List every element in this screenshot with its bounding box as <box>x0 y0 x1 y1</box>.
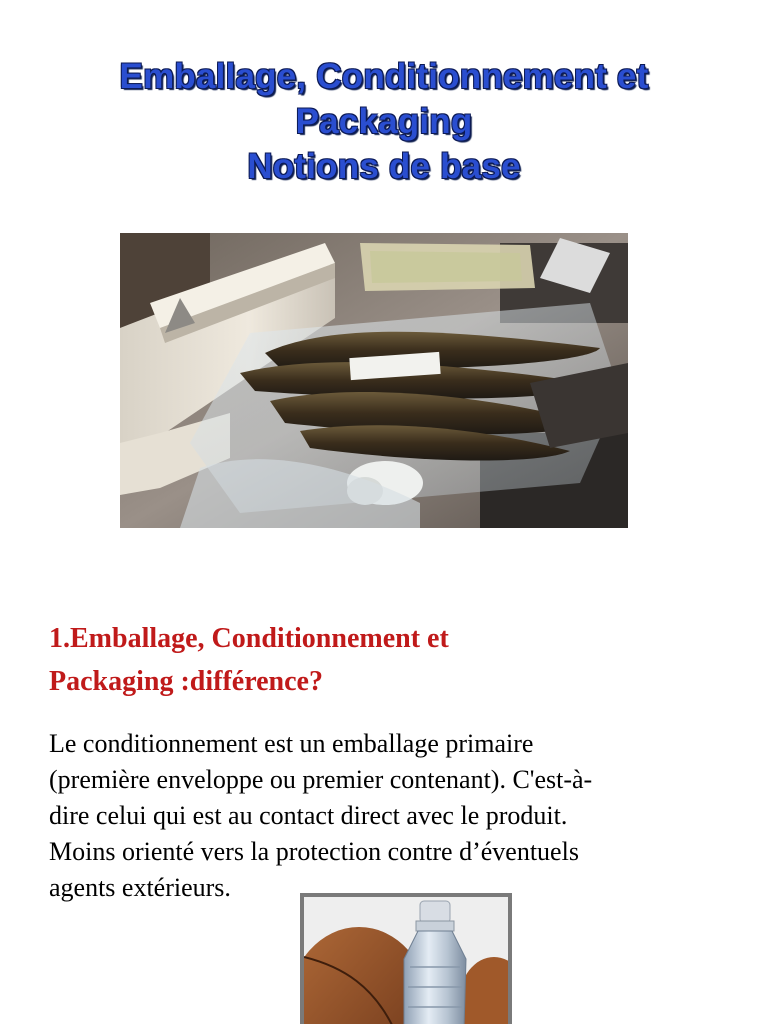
body-line-5: agents extérieurs. <box>49 873 231 902</box>
section-heading-line-2: Packaging :différence? <box>49 666 323 697</box>
plastic-bottle-photo <box>300 893 512 1024</box>
body-line-1: Le conditionnement est un emballage primaire <box>49 729 534 758</box>
page-title <box>0 54 768 189</box>
bottle-image-frame <box>304 897 508 1024</box>
body-line-2: (première enveloppe ou premier contenant). C'est-à- <box>49 765 593 794</box>
body-line-4: Moins orienté vers la protection contre d’éventuels <box>49 837 579 866</box>
section-heading <box>49 617 729 703</box>
section-heading-line-1: 1.Emballage, Conditionnement et <box>49 623 449 654</box>
title-line-2: Packaging <box>295 102 473 141</box>
title-line-1: Emballage, Conditionnement et <box>119 57 649 96</box>
vacuum-packed-fish-photo <box>120 233 628 528</box>
title-line-3: Notions de base <box>247 147 521 186</box>
body-line-3: dire celui qui est au contact direct avec le produit. <box>49 801 568 830</box>
body-paragraph <box>49 726 739 906</box>
